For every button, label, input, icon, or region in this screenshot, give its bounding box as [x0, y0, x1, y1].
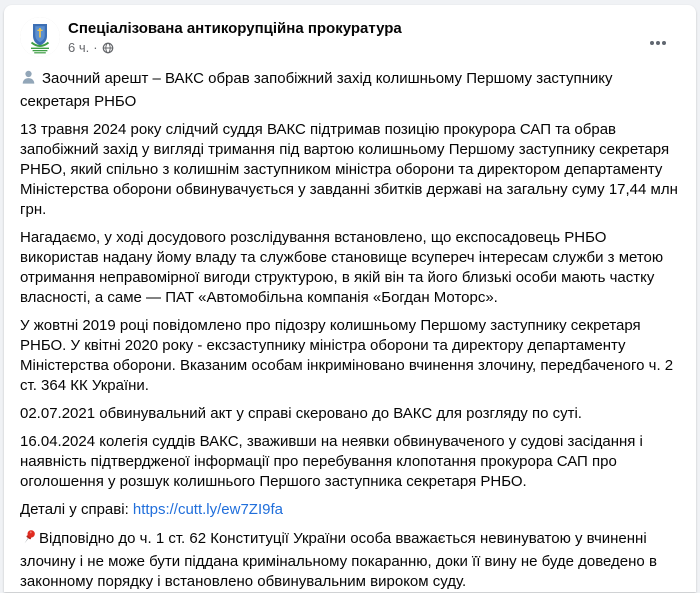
post-paragraph-3: У жовтні 2019 році повідомлено про підозру колишньому Першому заступнику секретаря РНБО. У квітні 2020 року - ексзаступнику міністра оборони та директору департаменту Міністерства оборони. Вказаним особам інкриміновано вчинення злочину, передбаченого ч. 2 ст. 364 КК України.: [20, 317, 674, 394]
post-options-button[interactable]: [642, 27, 674, 59]
avatar[interactable]: [20, 17, 60, 57]
post-paragraph-5: 16.04.2024 колегія суддів ВАКС, зваживши на неявки обвинуваченого у судові засідання і наявність підтвердженої інформації про перебування клопотання прокурора САП про оголошення у розшук колишнього Першого заступника секретаря РНБО.: [20, 433, 643, 490]
post-headline: [20, 69, 680, 112]
timestamp[interactable]: 6 ч.: [68, 40, 90, 55]
facebook-post-card: [4, 5, 696, 592]
post-meta: [68, 40, 402, 56]
post-header-text: [68, 17, 402, 56]
post-details-line: [20, 500, 680, 520]
meta-separator: ·: [93, 40, 98, 55]
details-prefix: Деталі у справі:: [20, 501, 133, 518]
post-header: [4, 5, 696, 57]
post-paragraph-2: Нагадаємо, у ході досудового розслідування встановлено, що експосадовець РНБО використав надану йому владу та службове становище всупереч інтересам служби з метою отримання неправомірної вигоди структурою, в якій він та його близькі особи мають частку власності, а саме — ПАТ «Автомобільна компанія «Богдан Моторс».: [20, 229, 664, 306]
globe-icon: [102, 42, 114, 54]
feed-background: [0, 5, 700, 592]
post-paragraph-1: 13 травня 2024 року слідчий суддя ВАКС підтримав позицію прокурора САП та обрав запобіжний захід у вигляді тримання під вартою колишньому Першому заступнику секретаря РНБО, який спільно з колишнім заступником міністра оборони та директором департаменту Міністерства оборони обвинувачується у завданні збитків державі на загальну суму 17,44 млн грн.: [20, 121, 678, 218]
post-disclaimer-text: Відповідно до ч. 1 ст. 62 Конституції України особа вважається невинуватою у вчиненні злочину і не може бути піддана кримінальному покаранню, доки її вину не буде доведено в законному порядку і встановлено обвинувальним вироком суду.: [20, 530, 657, 590]
pushpin-icon: [20, 528, 38, 552]
post-headline-text: Заочний арешт – ВАКС обрав запобіжний захід колишньому Першому заступнику секретаря РНБО: [20, 70, 613, 110]
post-body: [4, 57, 696, 592]
case-details-link[interactable]: https://cutt.ly/ew7ZI9fa: [132, 501, 283, 518]
post-disclaimer: [20, 528, 680, 592]
bust-silhouette-icon: [20, 69, 37, 92]
post-paragraph-4: 02.07.2021 обвинувальний акт у справі скеровано до ВАКС для розгляду по суті.: [20, 405, 582, 422]
sap-emblem-icon: [20, 44, 60, 57]
ellipsis-icon: [648, 33, 668, 53]
page-title[interactable]: Спеціалізована антикорупційна прокуратура: [68, 20, 402, 37]
